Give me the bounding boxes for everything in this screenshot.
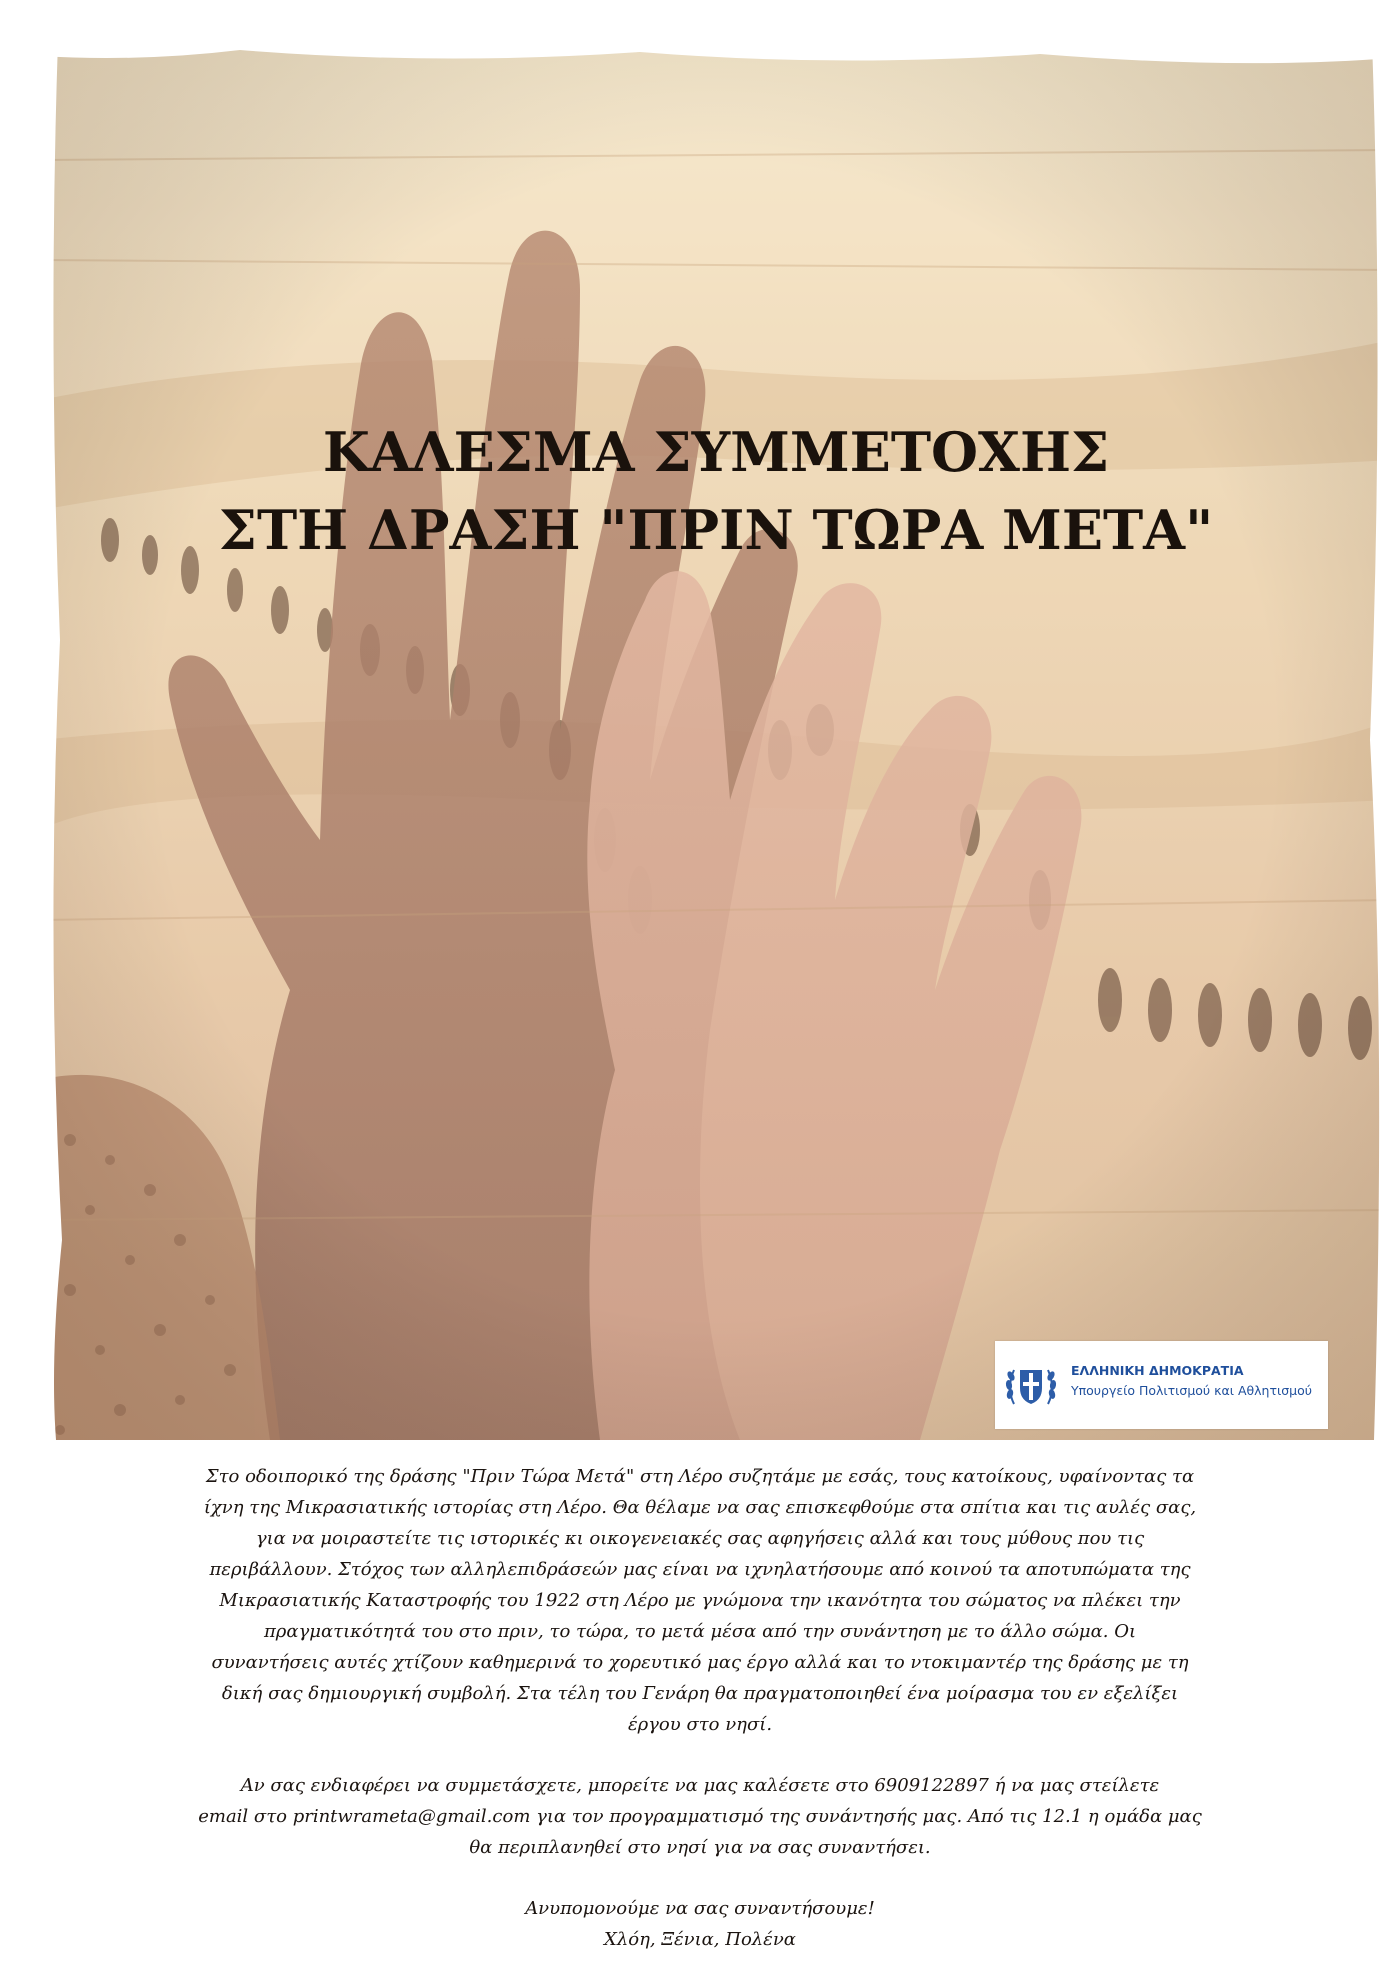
logo-organization: ΕΛΛΗΝΙΚΗ ΔΗΜΟΚΡΑΤΙΑ <box>1071 1363 1244 1378</box>
poster-title-line-1: ΚΑΛΕΣΜΑ ΣΥΜΜΕΤΟΧΗΣ <box>322 420 1110 484</box>
poster-title-line-2: ΣΤΗ ΔΡΑΣΗ "ΠΡΙΝ ΤΩΡΑ ΜΕΤΑ" <box>218 498 1214 562</box>
ministry-logo <box>995 1341 1328 1429</box>
contact-paragraph <box>60 1770 1340 1863</box>
signature-line: Χλόη, Ξένια, Πολένα <box>604 1929 796 1950</box>
sepia-hands-photo <box>40 40 1392 1440</box>
closing-line: Ανυπομονούμε να σας συναντήσουμε! <box>525 1898 875 1919</box>
paragraph-line: ίχνη της Μικρασιατικής ιστορίας στη Λέρο. Θα θέλαμε να σας επισκεφθούμε στα σπίτια και τις αυλές σας, <box>203 1497 1197 1518</box>
paragraph-line: θα περιπλανηθεί στο νησί για να σας συναντήσει. <box>469 1837 931 1858</box>
paragraph-line: email στο printwrameta@gmail.com για τον προγραμματισμό της συνάντησής μας. Από τις 12.1 η ομάδα μας <box>198 1806 1202 1827</box>
paragraph-line: για να μοιραστείτε τις ιστορικές κι οικογενειακές σας αφηγήσεις αλλά και τους μύθους που τις <box>255 1528 1145 1549</box>
logo-ministry: Υπουργείο Πολιτισμού και Αθλητισμού <box>1071 1383 1312 1398</box>
paragraph-line: δική σας δημιουργική συμβολή. Στα τέλη του Γενάρη θα πραγματοποιηθεί ένα μοίρασμα του εν εξελίξει <box>221 1683 1179 1704</box>
paragraph-line: συναντήσεις αυτές χτίζουν καθημερινά το χορευτικό μας έργο αλλά και το ντοκιμαντέρ της δράσης με τη <box>211 1652 1189 1673</box>
poster-photo <box>40 40 1392 1440</box>
paragraph-line: Αν σας ενδιαφέρει να συμμετάσχετε, μπορείτε να μας καλέσετε στο 6909122897 ή να μας στείλετε <box>240 1775 1160 1796</box>
paragraph-line: έργου στο νησί. <box>627 1714 773 1735</box>
paragraph-line: Στο οδοιπορικό της δράσης "Πριν Τώρα Μετά" στη Λέρο συζητάμε με εσάς, τους κατοίκους, υφαίνοντας τα <box>205 1466 1195 1487</box>
greek-coat-of-arms-icon <box>1000 1354 1062 1416</box>
paragraph-line: πραγματικότητά του στο πριν, το τώρα, το μετά μέσα από την συνάντηση με το άλλο σώμα. Οι <box>263 1621 1137 1642</box>
closing-signature <box>60 1893 1340 1955</box>
paragraph-line: περιβάλλουν. Στόχος των αλληλεπιδράσεών μας είναι να ιχνηλατήσουμε από κοινού τα αποτυπώματα της <box>209 1559 1191 1580</box>
call-paragraph <box>60 1461 1340 1740</box>
paragraph-line: Μικρασιατικής Καταστροφής του 1922 στη Λέρο με γνώμονα την ικανότητα του σώματος να πλέκει την <box>219 1590 1181 1611</box>
